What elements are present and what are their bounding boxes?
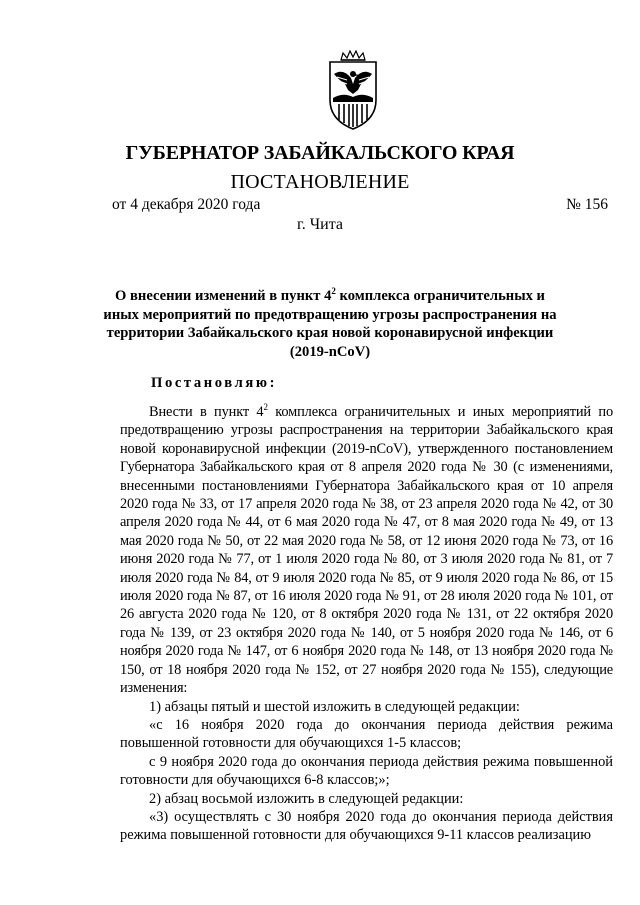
paragraph-quote-3: «3) осуществлять с 30 ноября 2020 года до окончания периода действия режима повышенной готовности для обучающихся 9-11 классов реализацию [120,808,613,844]
intro-text-start: Внести в пункт 4 [149,404,264,420]
document-city: г. Чита [296,216,343,233]
intro-paragraph [120,403,613,698]
intro-superscript: 2 [263,402,268,413]
paragraph-quote-2: с 9 ноября 2020 года до окончания периода действия режима повышенной готовности для обучающихся 6-8 классов;»; [120,753,613,789]
document-number: № 156 [566,196,608,213]
title-text-start: О внесении изменений в пункт 4 [115,288,332,304]
issuing-authority: ГУБЕРНАТОР ЗАБАЙКАЛЬСКОГО КРАЯ [125,142,515,164]
decree-word: Постановляю: [151,375,278,391]
document-body [120,403,613,845]
title-text-end: комплекса ограничительных и иных мероприятий по предотвращению угрозы распространения на территории Забайкальского края новой коронавирусной инфекции (2019-nCoV) [103,288,557,360]
document-date: от 4 декабря 2020 года [112,196,261,213]
intro-text-end: комплекса ограничительных и иных мероприятий по предотвращению угрозы распространения на территории Забайкальского края новой коронавирусной инфекции (2019-nCoV), утвержденного постановлением Губернатора Забайкальского края от 8 апреля 2020 года № 30 (с изменениями, внесенными постановлениями Губернатора Забайкальского края от 10 апреля 2020 года № 33, от 17 апреля 2020 года № 38, от 23 апреля 2020 года № 42, от 30 апреля 2020 года № 44, от 6 мая 2020 года № 47, от 8 мая 2020 года № 49, от 13 мая 2020 года № 50, от 22 мая 2020 года № 58, от 12 июня 2020 года № 73, от 16 июня 2020 года № 77, от 1 июля 2020 года № 80, от 3 июля 2020 года № 81, от 7 июля 2020 года № 84, от 9 июля 2020 года № 85, от 9 июля 2020 года № 86, от 15 июля 2020 года № 87, от 16 июля 2020 года № 91, от 28 июля 2020 года № 101, от 26 августа 2020 года № 120, от 8 октября 2020 года № 131, от 22 октября 2020 года № 139, от 23 октября 2020 года № 140, от 5 ноября 2020 года № 146, от 6 ноября 2020 года № 147, от 6 ноября 2020 года № 148, от 13 ноября 2020 года № 150, от 18 ноября 2020 года № 152, от 27 ноября 2020 года № 155), следующие изменения: [120,404,613,697]
document-title [100,287,560,361]
document-type: ПОСТАНОВЛЕНИЕ [230,171,410,193]
paragraph-amendment-1: 1) абзацы пятый и шестой изложить в следующей редакции: [149,698,520,715]
title-superscript: 2 [331,286,336,297]
paragraph-quote-1: «с 16 ноября 2020 года до окончания периода действия режима повышенной готовности для обучающихся 1-5 классов; [120,716,613,752]
coat-of-arms-icon [325,50,381,132]
paragraph-amendment-2: 2) абзац восьмой изложить в следующей редакции: [149,790,464,807]
